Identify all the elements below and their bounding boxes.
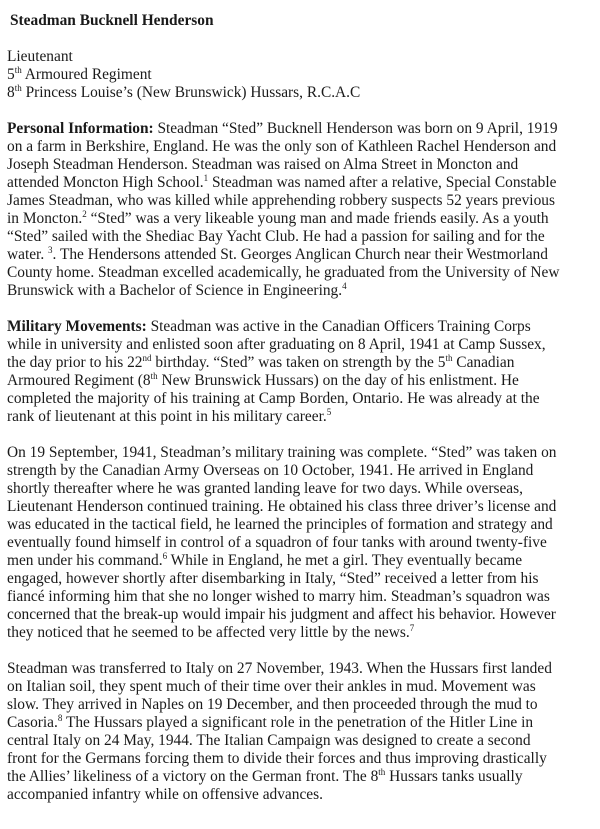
text-run: birthday. “Sted” was taken on strength by the 5 [151,354,446,371]
text-line [7,516,600,534]
text-run: while in university and enlisted soon after graduating on 8 April, 1941 at Camp Sussex, [7,336,546,353]
text-line [7,786,600,804]
text-run: completed the majority of his training at Camp Borden, Ontario. He was already at the [7,390,540,407]
text-line [7,606,600,624]
text-run: men under his command. [7,552,163,569]
paragraph-overseas-training [7,444,600,642]
text-line [7,570,600,588]
text-line [7,210,600,228]
paragraph-military-movements [7,318,600,426]
text-run: Casoria. [7,714,58,731]
text-line [7,714,600,732]
document-title: Steadman Bucknell Henderson [10,12,214,29]
superscript: nd [142,353,152,363]
text-run: front for the Germans forcing them to divide their forces and thus improving drastically [7,750,547,767]
text-run: Brunswick with a Bachelor of Science in Engineering. [7,282,343,299]
text-run: central Italy on 24 May, 1944. The Italian Campaign was designed to create a second [7,732,531,749]
text-run: slow. They arrived in Naples on 19 December, and then proceeded through the mud to [7,696,538,713]
text-line [7,750,600,768]
text-line [7,732,600,750]
text-run: on a farm in Berkshire, England. He was the only son of Kathleen Rachel Henderson and [7,138,557,155]
superscript: 8 [57,713,63,723]
superscript: 2 [82,209,87,219]
text-run: strength by the Canadian Army Overseas on 10 October, 1941. He arrived in England [7,462,534,479]
text-run: Steadman was transferred to Italy on 27 November, 1943. When the Hussars first landed [7,660,552,677]
text-run: eventually found himself in control of a squadron of four tanks with around twenty-five [7,534,547,551]
text-run: concerned that the break-up would impair his judgment and affect his behavior. However [7,606,556,623]
text-run: Steadman “Sted” Bucknell Henderson was born on 9 April, 1919 [153,120,558,137]
text-run: water. [7,246,49,263]
superscript: th [150,371,158,381]
text-run: County home. Steadman excelled academically, he graduated from the University of New [7,264,560,281]
text-line [7,552,600,570]
text-line [7,336,600,354]
text-line [7,390,600,408]
section-heading: Personal Information: [7,120,154,137]
text-line [7,192,600,210]
text-line [7,498,600,516]
text-run: shortly thereafter where he was granted landing leave for two days. While overseas, [7,480,523,497]
text-line [7,282,600,300]
text-line [7,696,600,714]
paragraph-italy-campaign [7,660,600,804]
superscript: 7 [409,623,415,633]
superscript: th [14,65,22,75]
text-line [7,156,600,174]
text-line [7,624,600,642]
text-run: “Sted” was a very likeable young man and made friends easily. As a youth [86,210,549,227]
text-run: accompanied infantry while on offensive advances. [7,786,323,803]
text-run: Hussars tanks usually [385,768,523,785]
text-line [7,462,600,480]
biography-body [7,102,600,804]
text-line [7,678,600,696]
text-run: On 19 September, 1941, Steadman’s military training was complete. “Sted” was taken on [7,444,557,461]
text-line [7,84,600,102]
text-run: Armoured Regiment [21,66,152,83]
text-run: While in England, he met a girl. They eventually became [167,552,523,569]
superscript: 6 [162,551,168,561]
spacer [7,30,600,48]
paragraph-personal-information [7,120,600,300]
text-run: James Steadman, who was killed while apprehending robbery suspects 52 years previous [7,192,555,209]
superscript: 3 [48,245,53,255]
text-line [7,480,600,498]
text-line [7,66,600,84]
text-run: fiancé informing him that she no longer wished to marry him. Steadman’s squadron was [7,588,550,605]
text-line [7,768,600,786]
text-run: Steadman was named after a relative, Special Constable [208,174,557,191]
text-line [7,408,600,426]
spacer [7,300,600,318]
text-run: Lieutenant [7,48,73,65]
superscript: 5 [326,407,332,417]
text-run: attended Moncton High School. [7,174,204,191]
text-run: the day prior to his 22 [7,354,143,371]
text-run: The Hussars played a significant role in the penetration of the Hitler Line in [62,714,534,731]
spacer [7,102,600,120]
text-line [7,228,600,246]
text-line [7,588,600,606]
text-run: on Italian soil, they spent much of their time over their ankles in mud. Movement was [7,678,536,695]
text-run: “Sted” sailed with the Shediac Bay Yacht Club. He had a passion for sailing and for the [7,228,545,245]
text-line [7,660,600,678]
text-line [7,246,600,264]
text-line [7,354,600,372]
text-run: they noticed that he seemed to be affected very little by the news. [7,624,410,641]
text-run: rank of lieutenant at this point in his military career. [7,408,327,425]
rank-and-unit [7,48,600,102]
superscript: th [445,353,453,363]
text-line [7,444,600,462]
text-run: 8 [7,84,15,101]
text-line [7,174,600,192]
text-run: the Allies’ likeliness of a victory on the German front. The 8 [7,768,379,785]
text-run: Steadman was active in the Canadian Officers Training Corps [146,318,531,335]
superscript: th [14,83,22,93]
text-line [7,120,600,138]
text-line [7,534,600,552]
text-line [7,318,600,336]
text-line [7,48,600,66]
text-line [7,138,600,156]
text-run: Canadian [452,354,515,371]
text-line [7,264,600,282]
text-run: engaged, however shortly after disembarking in Italy, “Sted” received a letter from his [7,570,539,587]
text-run: New Brunswick Hussars) on the day of his enlistment. He [157,372,519,389]
section-heading: Military Movements: [7,318,147,335]
superscript: th [378,767,386,777]
text-run: Armoured Regiment (8 [7,372,151,389]
text-run: Joseph Steadman Henderson. Steadman was raised on Alma Street in Moncton and [7,156,519,173]
text-run: was educated in the tactical field, he learned the principles of formation and strategy and [7,516,553,533]
superscript: 4 [342,281,347,291]
spacer [7,426,600,444]
text-run: . The Hendersons attended St. Georges Anglican Church near their Westmorland [52,246,548,263]
superscript: 1 [203,173,209,183]
text-run: 5 [7,66,15,83]
text-run: Princess Louise’s (New Brunswick) Hussars, R.C.A.C [21,84,361,101]
text-run: Lieutenant Henderson continued training. He obtained his class three driver’s license and [7,498,557,515]
spacer [7,642,600,660]
text-line [7,372,600,390]
text-run: in Moncton. [7,210,83,227]
